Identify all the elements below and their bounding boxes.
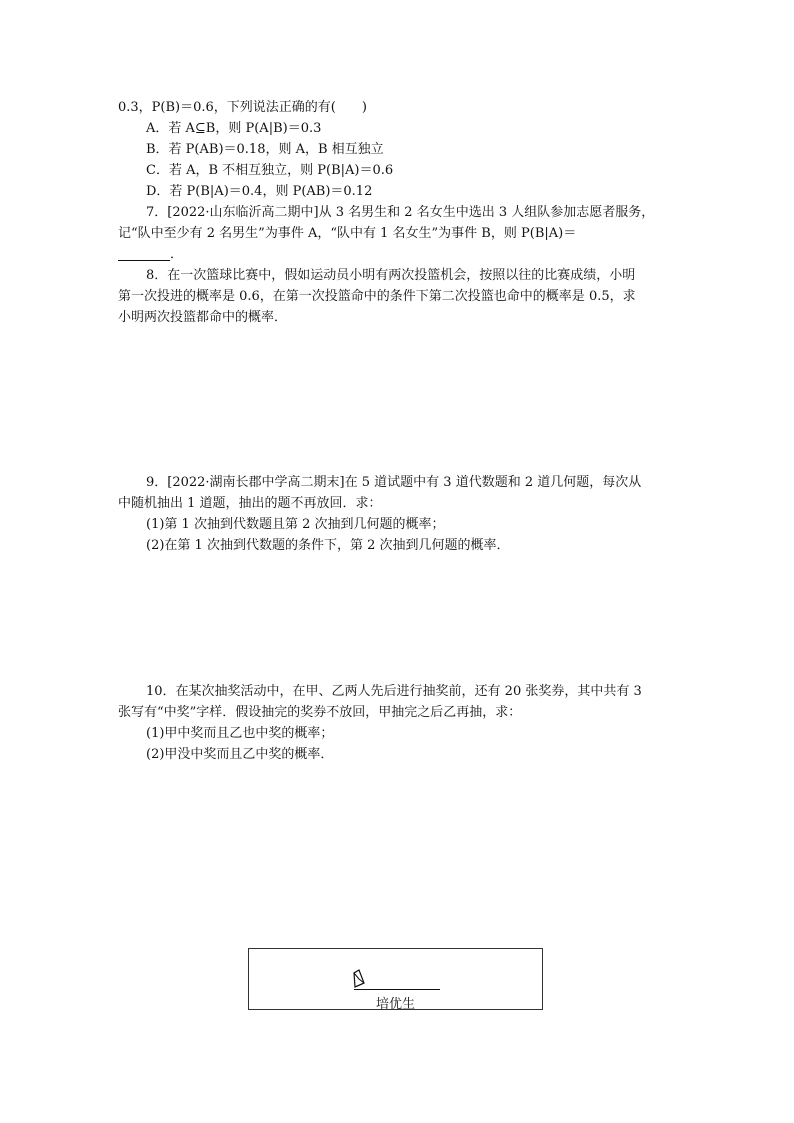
q6-option-d: D．若 P(B|A)＝0.4，则 P(AB)＝0.12 bbox=[146, 184, 373, 199]
q9-line-1: 9．[2022·湖南长郡中学高二期末]在 5 道试题中有 3 道代数题和 2 道几何题，每次从 bbox=[146, 475, 642, 490]
q9-line-2: 中随机抽出 1 道题，抽出的题不再放回．求： bbox=[118, 496, 382, 511]
q6-option-c: C．若 A，B 不相互独立，则 P(B|A)＝0.6 bbox=[146, 163, 394, 178]
q7-line-1: 7．[2022·山东临沂高二期中]从 3 名男生和 2 名女生中选出 3 人组队参加志愿者服务， bbox=[146, 205, 655, 220]
q9-part-2: (2)在第 1 次抽到代数题的条件下，第 2 次抽到几何题的概率． bbox=[146, 538, 510, 553]
q10-part-1: (1)甲中奖而且乙也中奖的概率； bbox=[146, 726, 334, 741]
answer-blank bbox=[118, 246, 170, 261]
footer-box bbox=[248, 948, 543, 1010]
q10-part-2: (2)甲没中奖而且乙中奖的概率． bbox=[146, 747, 334, 762]
pen-icon bbox=[352, 969, 366, 989]
q10-line-1: 10．在某次抽奖活动中，在甲、乙两人先后进行抽奖前，还有 20 张奖券，其中共有 3 bbox=[146, 684, 642, 699]
box-label: 培优生 bbox=[375, 997, 415, 1012]
q6-option-a: A．若 A⊆B，则 P(A|B)＝0.3 bbox=[146, 121, 322, 136]
q7-line-3 bbox=[118, 244, 678, 265]
q8-line-1: 8．在一次篮球比赛中，假如运动员小明有两次投篮机会，按照以往的比赛成绩，小明 bbox=[146, 268, 636, 283]
q8-line-3: 小明两次投篮都命中的概率． bbox=[118, 310, 288, 325]
q9-part-1: (1)第 1 次抽到代数题且第 2 次抽到几何题的概率； bbox=[146, 517, 445, 532]
signature-line bbox=[354, 989, 440, 990]
q7-line-2: 记“队中至少有 2 名男生”为事件 A，“队中有 1 名女生”为事件 B，则 P(B|A)＝ bbox=[118, 226, 577, 241]
q6-option-b: B．若 P(AB)＝0.18，则 A，B 相互独立 bbox=[146, 142, 384, 157]
q6-stem: 0.3，P(B)＝0.6，下列说法正确的有( ) bbox=[118, 100, 367, 115]
q7-line-3-end: ． bbox=[170, 247, 184, 262]
q8-line-2: 第一次投进的概率是 0.6，在第一次投篮命中的条件下第二次投篮也命中的概率是 0.5，求 bbox=[118, 289, 636, 304]
q10-line-2: 张写有“中奖”字样．假设抽完的奖券不放回，甲抽完之后乙再抽，求： bbox=[118, 705, 522, 720]
